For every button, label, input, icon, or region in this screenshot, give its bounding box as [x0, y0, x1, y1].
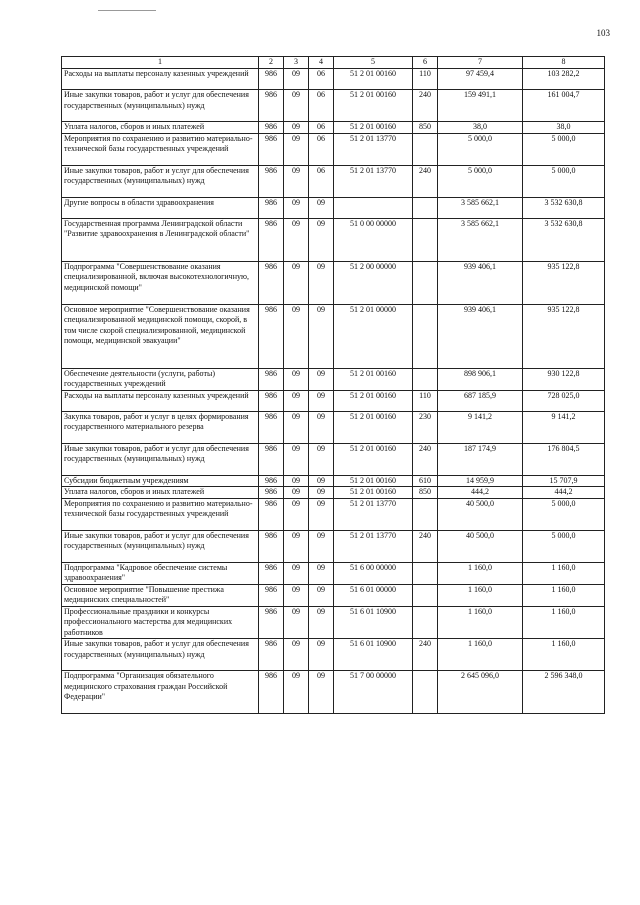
col2-value: 986 — [259, 368, 284, 390]
col3-value: 09 — [284, 671, 309, 714]
row-name: Закупка товаров, работ и услуг в целях формирования государственного материального резерва — [62, 411, 259, 443]
col7-value: 159 491,1 — [438, 90, 523, 122]
col3-value: 09 — [284, 218, 309, 261]
col6-value: 240 — [413, 530, 438, 562]
header-row — [62, 57, 605, 69]
col3-value: 09 — [284, 584, 309, 606]
column-header: 4 — [309, 57, 334, 69]
top-rule — [98, 10, 156, 11]
col4-value: 09 — [309, 671, 334, 714]
col7-value: 40 500,0 — [438, 498, 523, 530]
col6-value — [413, 218, 438, 261]
col2-value: 986 — [259, 639, 284, 671]
col2-value: 986 — [259, 584, 284, 606]
col7-value: 40 500,0 — [438, 530, 523, 562]
col8-value: 5 000,0 — [523, 498, 605, 530]
col6-value — [413, 498, 438, 530]
col5-value: 51 6 01 10900 — [334, 639, 413, 671]
col5-value: 51 2 01 00160 — [334, 69, 413, 90]
col5-value: 51 7 00 00000 — [334, 671, 413, 714]
col3-value: 09 — [284, 411, 309, 443]
col5-value: 51 6 00 00000 — [334, 562, 413, 584]
page-number: 103 — [596, 28, 610, 38]
col6-value — [413, 584, 438, 606]
table-row — [62, 584, 605, 606]
col3-value: 09 — [284, 498, 309, 530]
col6-value: 240 — [413, 443, 438, 475]
col3-value: 09 — [284, 475, 309, 487]
col6-value: 240 — [413, 165, 438, 197]
col7-value: 2 645 096,0 — [438, 671, 523, 714]
col2-value: 986 — [259, 165, 284, 197]
col2-value: 986 — [259, 122, 284, 134]
col6-value: 110 — [413, 69, 438, 90]
col5-value: 51 2 01 13770 — [334, 165, 413, 197]
col4-value: 09 — [309, 562, 334, 584]
col7-value: 687 185,9 — [438, 390, 523, 411]
col7-value: 1 160,0 — [438, 584, 523, 606]
col2-value: 986 — [259, 475, 284, 487]
col6-value: 240 — [413, 90, 438, 122]
col4-value: 09 — [309, 606, 334, 639]
col6-value — [413, 261, 438, 304]
col4-value: 09 — [309, 218, 334, 261]
row-name: Иные закупки товаров, работ и услуг для обеспечения государственных (муниципальных) нужд — [62, 443, 259, 475]
col2-value: 986 — [259, 197, 284, 218]
row-name: Расходы на выплаты персоналу казенных учреждений — [62, 390, 259, 411]
col6-value — [413, 562, 438, 584]
col8-value: 161 004,7 — [523, 90, 605, 122]
col4-value: 06 — [309, 165, 334, 197]
col3-value: 09 — [284, 133, 309, 165]
table-row — [62, 498, 605, 530]
col8-value: 1 160,0 — [523, 562, 605, 584]
col5-value: 51 2 01 00160 — [334, 368, 413, 390]
col3-value: 09 — [284, 606, 309, 639]
col6-value: 230 — [413, 411, 438, 443]
row-name: Уплата налогов, сборов и иных платежей — [62, 487, 259, 499]
col4-value: 09 — [309, 390, 334, 411]
col3-value: 09 — [284, 261, 309, 304]
col4-value: 09 — [309, 368, 334, 390]
table-row — [62, 90, 605, 122]
col3-value: 09 — [284, 390, 309, 411]
col8-value: 444,2 — [523, 487, 605, 499]
table-row — [62, 475, 605, 487]
col3-value: 09 — [284, 639, 309, 671]
col7-value: 444,2 — [438, 487, 523, 499]
col5-value: 51 2 01 00160 — [334, 90, 413, 122]
budget-table — [61, 56, 605, 714]
col4-value: 09 — [309, 475, 334, 487]
col4-value: 09 — [309, 498, 334, 530]
col5-value: 51 2 01 00160 — [334, 443, 413, 475]
table-row — [62, 639, 605, 671]
col8-value: 1 160,0 — [523, 584, 605, 606]
col7-value: 1 160,0 — [438, 639, 523, 671]
col8-value: 9 141,2 — [523, 411, 605, 443]
col5-value: 51 2 01 00160 — [334, 487, 413, 499]
col8-value: 3 532 630,8 — [523, 218, 605, 261]
col6-value — [413, 368, 438, 390]
col2-value: 986 — [259, 304, 284, 368]
col7-value: 38,0 — [438, 122, 523, 134]
table-row — [62, 133, 605, 165]
col3-value: 09 — [284, 530, 309, 562]
col7-value: 5 000,0 — [438, 133, 523, 165]
col2-value: 986 — [259, 261, 284, 304]
col8-value: 103 282,2 — [523, 69, 605, 90]
col8-value: 935 122,8 — [523, 261, 605, 304]
col6-value — [413, 671, 438, 714]
col5-value: 51 6 01 10900 — [334, 606, 413, 639]
col5-value: 51 2 01 13770 — [334, 133, 413, 165]
col2-value: 986 — [259, 487, 284, 499]
col5-value: 51 2 01 00160 — [334, 390, 413, 411]
table-row — [62, 530, 605, 562]
col7-value: 14 959,9 — [438, 475, 523, 487]
row-name: Уплата налогов, сборов и иных платежей — [62, 122, 259, 134]
col2-value: 986 — [259, 133, 284, 165]
col7-value: 939 406,1 — [438, 304, 523, 368]
col7-value: 9 141,2 — [438, 411, 523, 443]
col6-value: 850 — [413, 487, 438, 499]
col2-value: 986 — [259, 218, 284, 261]
col6-value — [413, 606, 438, 639]
col8-value: 15 707,9 — [523, 475, 605, 487]
col7-value: 97 459,4 — [438, 69, 523, 90]
table-row — [62, 165, 605, 197]
table-row — [62, 197, 605, 218]
col3-value: 09 — [284, 69, 309, 90]
col4-value: 09 — [309, 411, 334, 443]
row-name: Основное мероприятие "Совершенствование оказания специализированной медицинской помощи, скорой, в том числе скорой специализированной, медицинской помощи, медицинской эвакуации" — [62, 304, 259, 368]
row-name: Субсидии бюджетным учреждениям — [62, 475, 259, 487]
col7-value: 187 174,9 — [438, 443, 523, 475]
col5-value: 51 0 00 00000 — [334, 218, 413, 261]
col4-value: 09 — [309, 639, 334, 671]
col8-value: 728 025,0 — [523, 390, 605, 411]
table-row — [62, 411, 605, 443]
row-name: Иные закупки товаров, работ и услуг для обеспечения государственных (муниципальных) нужд — [62, 165, 259, 197]
row-name: Подпрограмма "Организация обязательного медицинского страхования граждан Российской Федерации" — [62, 671, 259, 714]
table-row — [62, 69, 605, 90]
row-name: Иные закупки товаров, работ и услуг для обеспечения государственных (муниципальных) нужд — [62, 530, 259, 562]
col4-value: 09 — [309, 443, 334, 475]
col4-value: 06 — [309, 133, 334, 165]
col4-value: 09 — [309, 197, 334, 218]
col3-value: 09 — [284, 122, 309, 134]
col4-value: 06 — [309, 122, 334, 134]
col7-value: 5 000,0 — [438, 165, 523, 197]
col7-value: 3 585 662,1 — [438, 218, 523, 261]
col6-value: 610 — [413, 475, 438, 487]
table-row — [62, 671, 605, 714]
col4-value: 06 — [309, 90, 334, 122]
col5-value: 51 2 01 00160 — [334, 122, 413, 134]
col2-value: 986 — [259, 411, 284, 443]
col6-value: 110 — [413, 390, 438, 411]
col6-value — [413, 304, 438, 368]
column-header: 8 — [523, 57, 605, 69]
col8-value: 1 160,0 — [523, 606, 605, 639]
table-row — [62, 261, 605, 304]
col7-value: 939 406,1 — [438, 261, 523, 304]
col7-value: 898 906,1 — [438, 368, 523, 390]
table-body — [62, 69, 605, 714]
col5-value: 51 2 01 13770 — [334, 498, 413, 530]
row-name: Государственная программа Ленинградской области "Развитие здравоохранения в Ленинградской области" — [62, 218, 259, 261]
row-name: Подпрограмма "Кадровое обеспечение системы здравоохранения" — [62, 562, 259, 584]
col3-value: 09 — [284, 443, 309, 475]
table-row — [62, 304, 605, 368]
col5-value: 51 2 01 13770 — [334, 530, 413, 562]
col4-value: 09 — [309, 261, 334, 304]
row-name: Другие вопросы в области здравоохранения — [62, 197, 259, 218]
col2-value: 986 — [259, 443, 284, 475]
col6-value — [413, 133, 438, 165]
col3-value: 09 — [284, 562, 309, 584]
col3-value: 09 — [284, 487, 309, 499]
table-row — [62, 368, 605, 390]
col5-value: 51 2 01 00160 — [334, 475, 413, 487]
table-row — [62, 122, 605, 134]
table-row — [62, 606, 605, 639]
col6-value: 240 — [413, 639, 438, 671]
col7-value: 1 160,0 — [438, 606, 523, 639]
col6-value: 850 — [413, 122, 438, 134]
col5-value: 51 2 00 00000 — [334, 261, 413, 304]
row-name: Расходы на выплаты персоналу казенных учреждений — [62, 69, 259, 90]
col2-value: 986 — [259, 498, 284, 530]
table-row — [62, 487, 605, 499]
col4-value: 09 — [309, 584, 334, 606]
col4-value: 09 — [309, 304, 334, 368]
table-row — [62, 443, 605, 475]
col3-value: 09 — [284, 90, 309, 122]
col7-value: 3 585 662,1 — [438, 197, 523, 218]
col8-value: 176 804,5 — [523, 443, 605, 475]
col8-value: 5 000,0 — [523, 530, 605, 562]
col2-value: 986 — [259, 671, 284, 714]
col8-value: 5 000,0 — [523, 133, 605, 165]
col3-value: 09 — [284, 368, 309, 390]
row-name: Мероприятия по сохранению и развитию материально-технической базы государственных учреждений — [62, 133, 259, 165]
col8-value: 930 122,8 — [523, 368, 605, 390]
row-name: Основное мероприятие "Повышение престижа медицинских специальностей" — [62, 584, 259, 606]
col8-value: 2 596 348,0 — [523, 671, 605, 714]
row-name: Иные закупки товаров, работ и услуг для обеспечения государственных (муниципальных) нужд — [62, 639, 259, 671]
column-header: 3 — [284, 57, 309, 69]
col8-value: 5 000,0 — [523, 165, 605, 197]
col2-value: 986 — [259, 562, 284, 584]
table-row — [62, 390, 605, 411]
col8-value: 3 532 630,8 — [523, 197, 605, 218]
column-header: 5 — [334, 57, 413, 69]
row-name: Обеспечение деятельности (услуги, работы) государственных учреждений — [62, 368, 259, 390]
col2-value: 986 — [259, 90, 284, 122]
table-row — [62, 218, 605, 261]
col2-value: 986 — [259, 530, 284, 562]
col4-value: 09 — [309, 530, 334, 562]
column-header: 1 — [62, 57, 259, 69]
col4-value: 09 — [309, 487, 334, 499]
col7-value: 1 160,0 — [438, 562, 523, 584]
table-row — [62, 562, 605, 584]
col4-value: 06 — [309, 69, 334, 90]
col3-value: 09 — [284, 304, 309, 368]
col6-value — [413, 197, 438, 218]
col8-value: 935 122,8 — [523, 304, 605, 368]
col5-value — [334, 197, 413, 218]
col5-value: 51 2 01 00160 — [334, 411, 413, 443]
column-header: 7 — [438, 57, 523, 69]
col8-value: 38,0 — [523, 122, 605, 134]
col8-value: 1 160,0 — [523, 639, 605, 671]
row-name: Иные закупки товаров, работ и услуг для обеспечения государственных (муниципальных) нужд — [62, 90, 259, 122]
col2-value: 986 — [259, 390, 284, 411]
col5-value: 51 2 01 00000 — [334, 304, 413, 368]
row-name: Подпрограмма "Совершенствование оказания специализированной, включая высокотехнологичную, медицинской помощи" — [62, 261, 259, 304]
column-header: 6 — [413, 57, 438, 69]
column-header: 2 — [259, 57, 284, 69]
row-name: Профессиональные праздники и конкурсы профессионального мастерства для медицинских работников — [62, 606, 259, 639]
col5-value: 51 6 01 00000 — [334, 584, 413, 606]
row-name: Мероприятия по сохранению и развитию материально-технической базы государственных учреждений — [62, 498, 259, 530]
col3-value: 09 — [284, 197, 309, 218]
col2-value: 986 — [259, 69, 284, 90]
col2-value: 986 — [259, 606, 284, 639]
col3-value: 09 — [284, 165, 309, 197]
